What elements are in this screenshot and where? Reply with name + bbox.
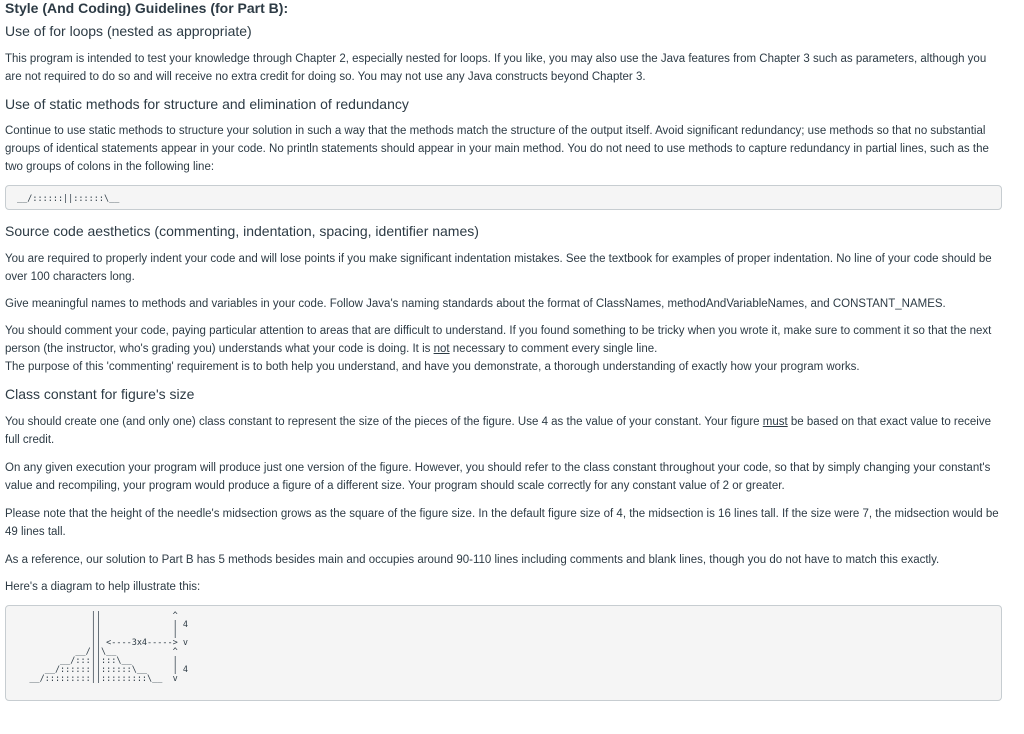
page-title: Style (And Coding) Guidelines (for Part B): [5, 0, 289, 16]
emphasis-not: not [433, 343, 450, 355]
paragraph-single-version: On any given execution your program will produce just one version of the figure. However, you should refer to the class constant throughout your code, so that by simply changing your constant's value and recompiling, your program would produce a figure of a different size. Your program should scale correctly for any constant value of 2 or greater. [5, 462, 991, 492]
paragraph-naming: Give meaningful names to methods and variables in your code. Follow Java's naming standards about the format of ClassNames, methodAndVariableNames, and CONSTANT_NAMES. [5, 298, 946, 310]
paragraph-commenting [5, 322, 1002, 358]
heading-source-aesthetics: Source code aesthetics (commenting, indentation, spacing, identifier names) [5, 223, 479, 239]
colon-line-code-block [5, 185, 1002, 210]
paragraph-commenting-purpose: The purpose of this 'commenting' requirement is to both help you understand, and have you demonstrate, a thorough understanding of exactly how your program works. [5, 361, 860, 373]
emphasis-must: must [762, 416, 788, 428]
paragraph-constant [5, 413, 1002, 449]
heading-static-methods: Use of static methods for structure and elimination of redundancy [5, 96, 409, 112]
commenting-text-b: necessary to comment every single line. [449, 343, 658, 355]
figure-diagram-block [5, 605, 1002, 701]
paragraph-static-methods: Continue to use static methods to structure your solution in such a way that the methods match the structure of the output itself. Avoid significant redundancy; use methods so that no substantial groups of identical statements appear in your code. No println statements should appear in your main method. You do not need to use methods to capture redundancy in partial lines, such as the two groups of colons in the following line: [5, 125, 989, 173]
constant-text-a: You should create one (and only one) class constant to represent the size of the pieces of the figure. Use 4 as the value of your constant. Your figure [5, 416, 763, 428]
colon-line-code: __/::::::||::::::\__ [17, 194, 120, 204]
paragraph-indentation: You are required to properly indent your code and will lose points if you make significant indentation mistakes. See the textbook for examples of proper indentation. No line of your code should be over 100 characters long. [5, 253, 992, 283]
figure-diagram: || ^ || | 4 || | || <----3x4-----> v __/||\__ ^ __/:::||:::\__ | __/::::::||::::::\__ | 4 __/:::::::::||:::::::::\__ v [29, 611, 188, 684]
guidelines-page [5, 0, 1002, 701]
paragraph-diagram-intro: Here's a diagram to help illustrate this: [5, 581, 201, 593]
paragraph-for-loops: This program is intended to test your knowledge through Chapter 2, especially nested for loops. If you like, you may also use the Java features from Chapter 3 such as parameters, although you are not required to do so and will receive no extra credit for doing so. You may not use any Java constructs beyond Chapter 3. [5, 53, 987, 83]
commenting-text-a: You should comment your code, paying particular attention to areas that are difficult to understand. If you found something to be tricky when you wrote it, make sure to comment it so that the next person (the instructor, who's grading you) understands what your code is doing. It is [5, 325, 992, 355]
heading-class-constant: Class constant for figure's size [5, 386, 195, 402]
paragraph-midsection: Please note that the height of the needle's midsection grows as the square of the figure size. In the default figure size of 4, the midsection is 16 lines tall. If the size were 7, the midsection would be 49 lines tall. [5, 508, 999, 538]
paragraph-reference-solution: As a reference, our solution to Part B has 5 methods besides main and occupies around 90-110 lines including comments and blank lines, though you do not have to match this exactly. [5, 554, 940, 566]
constant-text-b: be based on that exact value to receive full credit. [5, 416, 992, 446]
heading-for-loops: Use of for loops (nested as appropriate) [5, 23, 252, 39]
